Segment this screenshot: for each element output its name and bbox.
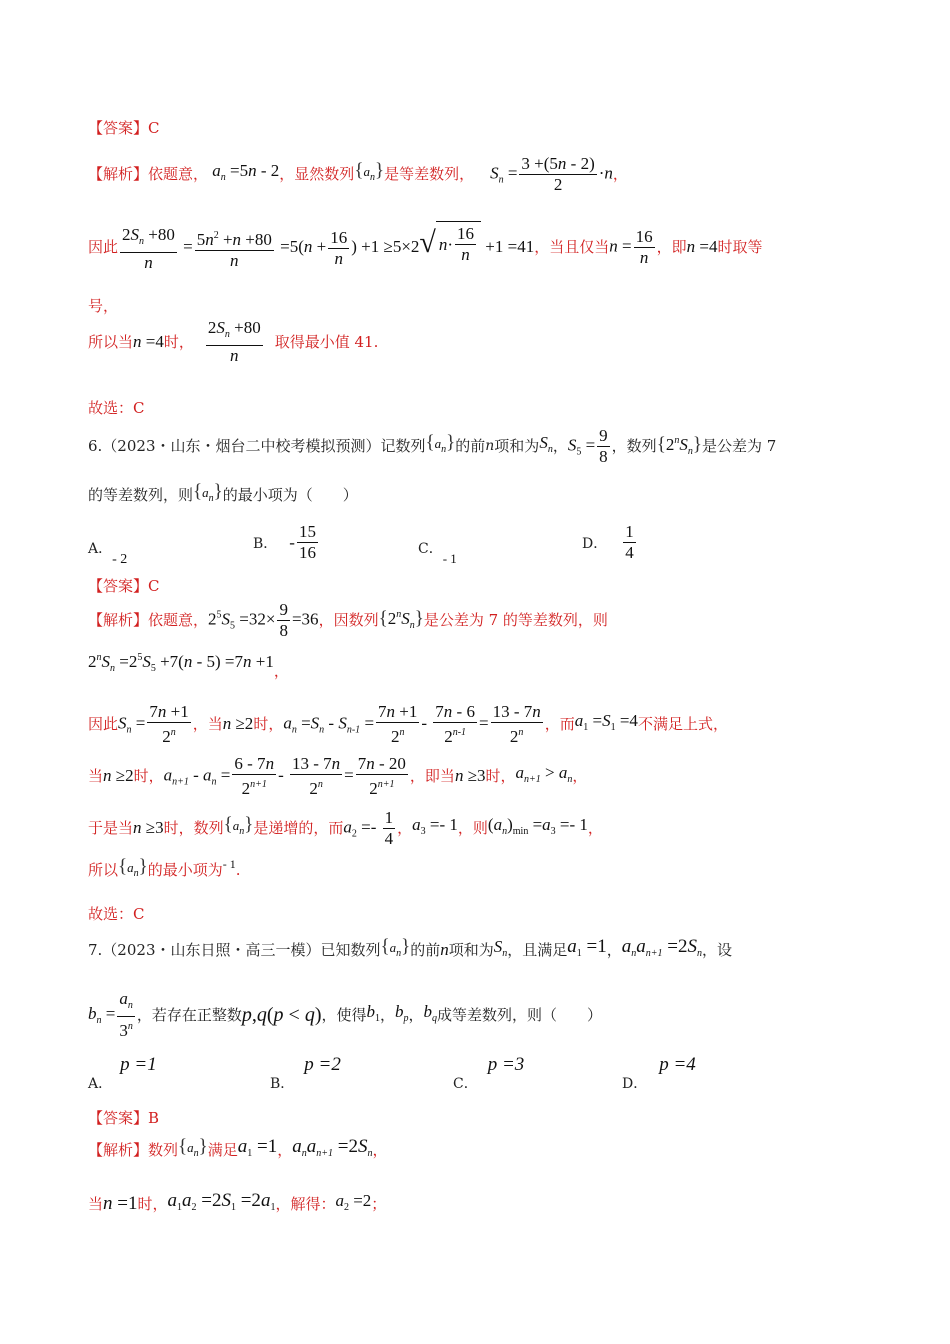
var-n: n — [440, 940, 449, 959]
formula-n-eq1: n =1 — [103, 1193, 138, 1214]
formula-sn: $S_n$ = $\frac{3 +(5n - 2)}{2}$ ·n — [490, 153, 613, 194]
text: 是公差为 7 — [701, 437, 777, 455]
text: ； — [371, 1195, 387, 1213]
formula-pq: p,q(p < q) — [241, 1004, 322, 1026]
formula-seq-an: $\{a_n\}$ — [118, 855, 148, 879]
formula-a2-eq2: $a_2 =2$ — [335, 1190, 372, 1213]
text: ，则 — [457, 819, 488, 837]
formula-n4: n =4 — [686, 237, 718, 256]
text: ， — [380, 1006, 396, 1024]
option-label: B． — [270, 1076, 295, 1092]
text: 满足 — [207, 1141, 238, 1159]
analysis-label: 【解析】 — [88, 165, 149, 183]
text: ，而 — [544, 715, 575, 733]
text: . — [235, 861, 241, 879]
answer-label: 【答案】 — [88, 577, 149, 595]
text: ，使得 — [321, 1006, 367, 1024]
text: 是递增的，而 — [253, 819, 344, 837]
q6-stem-2 — [88, 480, 358, 510]
text: ， — [572, 767, 588, 785]
formula-25S5: $2^5S_5 =32\times$ $\frac{9}{8}$ =36 — [208, 599, 319, 640]
q7-option-c[interactable] — [453, 1054, 525, 1092]
text: 因此 — [88, 238, 119, 256]
text: ，即 — [656, 238, 687, 256]
text: 数列 — [148, 1141, 179, 1159]
text: 时取等 — [717, 238, 763, 256]
q7-answer-line — [88, 1108, 159, 1128]
text: ，即当 — [409, 767, 455, 785]
text: 不满足上式， — [637, 715, 728, 733]
text: 项和为 — [448, 941, 494, 959]
answer-label: 【答案】 — [88, 1109, 149, 1127]
option-label: D． — [582, 535, 608, 552]
text: 所以当 — [88, 333, 134, 351]
min-value: - 1 — [222, 857, 236, 871]
option-label: B． — [253, 535, 278, 552]
text: 是公差为 7 的等差数列，则 — [423, 611, 608, 629]
text: ，数列 — [611, 437, 657, 455]
formula-1-4: $\frac{1}{4}$ — [625, 522, 634, 562]
formula-seq-an: $\{a_n\}$ — [223, 813, 254, 837]
formula-anan1: $a_na_{n+1} =2S_n$ — [621, 935, 702, 959]
choose-value: C — [133, 905, 145, 923]
q6-option-b[interactable] — [253, 522, 320, 563]
choose-value: C — [133, 399, 145, 417]
choose-line-5 — [88, 398, 145, 418]
option-value: p =4 — [659, 1054, 696, 1075]
text: 于是当 — [88, 819, 134, 837]
q7-analysis-1 — [88, 1132, 388, 1168]
option-label: A． — [88, 1076, 113, 1092]
text: ，且满足 — [507, 941, 568, 959]
q6-answer-line — [88, 576, 160, 596]
text: ，若存在正整数 — [136, 1006, 242, 1024]
option-label: C． — [418, 541, 443, 557]
formula-an1-gt-an: $a_{n+1} > a_n$ — [515, 762, 573, 785]
q7-stem-2 — [88, 990, 602, 1040]
analysis-label: 【解析】 — [88, 1141, 149, 1159]
formula-Sn-frac: $S_n$ = $\frac{7n +1}{2^n}$ — [118, 701, 189, 746]
q6-analysis-5 — [88, 808, 603, 848]
text: 的前 — [455, 437, 486, 455]
formula-n-ge3: n ≥3 — [133, 818, 164, 837]
analysis-line-5-2 — [88, 222, 762, 272]
formula-ratio: $\frac{2S_n +80}{n}$ — [207, 318, 261, 365]
text: 是等差数列， — [384, 165, 475, 183]
answer-line-5 — [88, 118, 160, 138]
q7-analysis-2 — [88, 1184, 386, 1224]
text: ， — [273, 662, 289, 680]
text: 号， — [88, 297, 119, 315]
formula-b1: $b_1$ — [366, 1001, 380, 1024]
text: 当 — [88, 767, 104, 785]
q6-analysis-1 — [88, 600, 608, 640]
text: 项和为 — [494, 437, 540, 455]
formula-an: $a_n =5n - 2$ — [212, 160, 280, 183]
formula-eq-cond: n = $\frac{16}{n}$ — [609, 226, 653, 267]
q7-option-b[interactable] — [270, 1054, 341, 1092]
text: 的等差数列，则 — [88, 486, 194, 504]
formula-n-ge2: n ≥2 — [222, 714, 254, 733]
q6-option-c[interactable] — [418, 538, 457, 566]
formula-bq: $b_q$ — [423, 1001, 438, 1024]
analysis-line-5-4 — [88, 318, 378, 366]
option-label: C． — [453, 1076, 478, 1092]
formula-a2: $a_2$ =- $\frac{1}{4}$ — [343, 807, 394, 848]
formula-a1: $a_1 =S_1 =4$ — [574, 710, 638, 733]
q7-option-d[interactable] — [622, 1054, 696, 1092]
text: ，当 — [192, 715, 223, 733]
q6-option-a[interactable] — [88, 538, 128, 567]
text: 7.（2023・山东日照・高三一模）已知数列 — [88, 941, 381, 959]
analysis-line-5-1 — [88, 152, 628, 196]
text: 6.（2023・山东・烟台二中校考模拟预测）记数列 — [88, 437, 426, 455]
analysis-line-5-3 — [88, 296, 118, 316]
q6-analysis-6 — [88, 852, 241, 888]
text: 依题意， — [148, 611, 209, 629]
text: ，因数列 — [318, 611, 379, 629]
text: ，显然数列 — [279, 165, 355, 183]
formula-Sn: $S_n$ — [539, 432, 553, 455]
q6-analysis-4 — [88, 752, 587, 800]
q6-analysis-3 — [88, 700, 728, 748]
q6-analysis-2 — [88, 648, 289, 678]
option-value: - 1 — [442, 551, 457, 566]
text: 时， — [133, 767, 164, 785]
text: ， — [397, 819, 413, 837]
text: 的最小项为（ ） — [222, 486, 358, 504]
formula-seq-an: $\{a_n\}$ — [380, 935, 411, 959]
text: 的前 — [410, 941, 441, 959]
q7-stem-1 — [88, 930, 732, 970]
formula-2nSn-expr: $2^nS_n =2^5S_5 +7(n - 5) =7n +1$ — [88, 651, 274, 674]
q7-option-a[interactable] — [88, 1054, 157, 1092]
formula-n-ge2: n ≥2 — [103, 766, 134, 785]
text: ， — [587, 819, 603, 837]
text: 时， — [253, 715, 284, 733]
text: ， — [408, 1006, 424, 1024]
option-label: A． — [88, 541, 113, 557]
q6-choose-line — [88, 904, 145, 924]
q6-stem-1 — [88, 426, 776, 466]
formula-a1a2: $a_1a_2 =2S_1 =2a_1$ — [167, 1189, 276, 1213]
formula-a1-eq1: $a_1 =1$ — [237, 1135, 278, 1159]
q6-option-d[interactable] — [582, 522, 638, 563]
text: ， — [277, 1141, 293, 1159]
formula-2nSn: $\{2^nS_n\}$ — [656, 433, 702, 457]
formula-a1-eq1: $a_1 =1$ — [567, 935, 607, 959]
text: 取得最小值 41. — [274, 333, 379, 351]
formula-amgm: $\frac{2S_n +80}{n}$ = $\frac{5n^2 +n +80}{n}$ =5(n + $\frac{16}{n}$ ) +1 ≥5×2 √ n · $\frac{16}{n}$ +1 =41 — [118, 221, 534, 272]
text: ，设 — [702, 941, 733, 959]
option-value: p =3 — [487, 1054, 525, 1075]
text: 当 — [88, 1195, 104, 1213]
formula-seq-an: $\{a_n\}$ — [425, 431, 456, 455]
text: ，解得： — [275, 1195, 336, 1213]
formula-Sn: $S_n$ — [493, 936, 508, 959]
option-label: D． — [622, 1076, 648, 1092]
option-value: p =1 — [120, 1054, 157, 1075]
formula-seq-an: $\{a_n\}$ — [354, 159, 385, 183]
answer-label: 【答案】 — [88, 119, 149, 137]
text: 所以 — [88, 861, 119, 879]
formula-anan1: $a_na_{n+1} =2S_n$ — [292, 1135, 373, 1159]
text: ， — [552, 437, 568, 455]
text: 时， — [137, 1195, 168, 1213]
var-n: n — [485, 438, 495, 454]
formula-seq-an: $\{a_n\}$ — [193, 480, 223, 504]
text: 依题意， — [148, 165, 209, 183]
formula-2nSn: $\{2^nS_n\}$ — [378, 607, 424, 631]
text: ， — [372, 1141, 388, 1159]
formula-seq-an: $\{a_n\}$ — [178, 1135, 208, 1159]
option-value: - — [289, 532, 295, 552]
text: 时，数列 — [163, 819, 224, 837]
formula-S5: $S_5$ = $\frac{9}{8}$ — [567, 425, 608, 466]
formula-neg-15-16: $\frac{15}{16}$ — [298, 522, 316, 562]
text: 因此 — [88, 715, 119, 733]
formula-min: $(a_n)_{min} =a_3 =- 1$ — [487, 814, 588, 837]
formula-an-diff: $a_n =S_n - S_{n-1}$ = $\frac{7n +1}{2^n}$ - $\frac{7n - 6}{2^{n-1}}$ = $\frac{13 - 7n}{2^n}$ — [283, 701, 541, 746]
choose-label: 故选： — [88, 905, 134, 923]
formula-n-ge3: n ≥3 — [454, 766, 486, 785]
text: 成等差数列，则（ ） — [437, 1006, 603, 1024]
formula-an1-an: $a_{n+1} - a_n$ = $\frac{6 - 7n}{2^{n+1}}$ - $\frac{13 - 7n}{2^n}$ = $\frac{7n - 20}{2^{n+1}}$ — [163, 753, 406, 798]
answer-value: C — [148, 119, 160, 137]
option-value: - 2 — [112, 552, 128, 567]
text: 时， — [485, 767, 516, 785]
answer-value: B — [148, 1109, 160, 1127]
text: ， — [612, 165, 628, 183]
formula-bn: $b_n$ = $\frac{a_n}{3^n}$ — [88, 989, 133, 1040]
text: ， — [606, 941, 622, 959]
formula-a3: $a_3 =- 1$ — [412, 814, 458, 837]
option-value: p =2 — [304, 1054, 341, 1075]
formula-n4b: n =4 — [133, 332, 164, 351]
formula-bp: $b_p$ — [395, 1001, 409, 1024]
analysis-label: 【解析】 — [88, 611, 149, 629]
text: 时， — [163, 333, 194, 351]
text: ，当且仅当 — [534, 238, 610, 256]
text: 的最小项为 — [147, 861, 223, 879]
answer-value: C — [148, 577, 160, 595]
choose-label: 故选： — [88, 399, 134, 417]
